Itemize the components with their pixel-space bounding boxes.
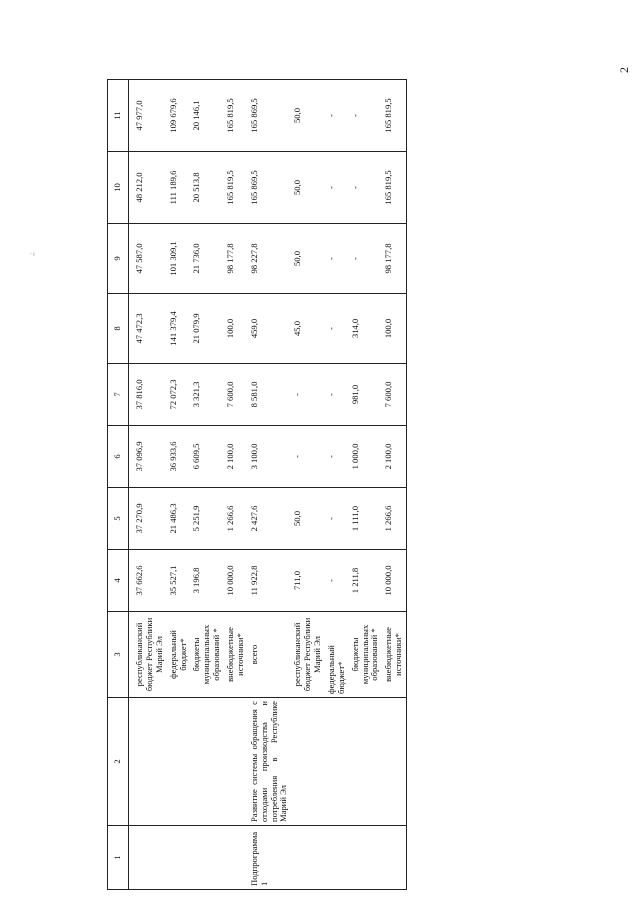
funding-source-cell: бюджеты муниципальных образований * [349,612,383,698]
value-cell: 165 819,5 [382,152,406,224]
table-landscape [107,80,622,890]
value-cell: 165 819,5 [224,80,248,152]
value-cell: 47 472,3 [129,294,167,364]
value-cell: 47 977,0 [129,80,167,152]
value-cell: 20 146,1 [190,80,224,152]
value-cell: 1 111,0 [349,488,383,550]
value-cell: - [349,224,383,294]
column-header: 11 [108,80,129,152]
value-cell: 2 100,0 [382,426,406,488]
value-cell: 1 266,6 [224,488,248,550]
value-cell: - [349,80,383,152]
column-header: 7 [108,364,129,426]
funding-source-cell: внебюджетные источники* [224,612,248,698]
value-cell: 1 211,8 [349,550,383,612]
value-cell: 459,0 [248,294,292,364]
program-name-cell [190,698,224,826]
value-cell: 37 662,6 [129,550,167,612]
value-cell: 100,0 [382,294,406,364]
program-cell [349,826,383,890]
program-cell [382,826,406,890]
program-name-cell [129,698,167,826]
value-cell: - [291,364,325,426]
program-cell [325,826,349,890]
value-cell: 165 869,5 [248,80,292,152]
value-cell: 7 600,0 [382,364,406,426]
column-header: 6 [108,426,129,488]
value-cell: 45,0 [291,294,325,364]
table-row [129,80,167,890]
value-cell: 109 679,6 [167,80,191,152]
value-cell: 20 513,8 [190,152,224,224]
value-cell: 37 096,9 [129,426,167,488]
funding-source-cell: всего [248,612,292,698]
value-cell: 8 581,0 [248,364,292,426]
value-cell: - [325,224,349,294]
subprogram-title: Развитие системы обращения с отходами производства и потребления в Республике Марий Эл [248,698,292,826]
table-row [325,80,349,890]
funding-source-cell: федеральный бюджет* [167,612,191,698]
value-cell: 21 486,3 [167,488,191,550]
value-cell: 72 072,3 [167,364,191,426]
value-cell: - [325,550,349,612]
value-cell: 101 309,1 [167,224,191,294]
value-cell: 37 816,0 [129,364,167,426]
page-number: 2 [617,67,631,73]
value-cell: - [325,80,349,152]
header-row [108,80,129,890]
column-header: 5 [108,488,129,550]
program-name-cell [325,698,349,826]
value-cell: 111 189,6 [167,152,191,224]
value-cell: 3 100,0 [248,426,292,488]
program-name-cell [167,698,191,826]
funding-source-cell: республиканский бюджет Республики Марий Эл [291,612,325,698]
table-row [349,80,383,890]
funding-source-cell: бюджеты муниципальных образований * [190,612,224,698]
program-cell [167,826,191,890]
value-cell: 2 100,0 [224,426,248,488]
value-cell: 21 079,9 [190,294,224,364]
value-cell: 711,0 [291,550,325,612]
funding-source-cell: внебюджетные источники* [382,612,406,698]
table-row [167,80,191,890]
program-cell [224,826,248,890]
program-name-cell [349,698,383,826]
column-header: 8 [108,294,129,364]
value-cell: 50,0 [291,488,325,550]
value-cell: 3 321,3 [190,364,224,426]
value-cell: 3 196,8 [190,550,224,612]
value-cell: 165 819,5 [224,152,248,224]
value-cell: 98 227,8 [248,224,292,294]
value-cell: 35 527,1 [167,550,191,612]
value-cell: 1 266,6 [382,488,406,550]
value-cell: - [325,488,349,550]
value-cell: - [325,294,349,364]
value-cell: 10 000,0 [382,550,406,612]
value-cell: - [349,152,383,224]
value-cell: 141 379,4 [167,294,191,364]
program-name-cell [382,698,406,826]
table-row [291,80,325,890]
funding-source-cell: республиканский бюджет Республики Марий Эл [129,612,167,698]
program-cell [190,826,224,890]
value-cell: 50,0 [291,224,325,294]
value-cell: 48 212,0 [129,152,167,224]
value-cell: 50,0 [291,80,325,152]
value-cell: 98 177,8 [382,224,406,294]
value-cell: 1 000,0 [349,426,383,488]
rotated-table-area [107,80,622,890]
value-cell: 100,0 [224,294,248,364]
value-cell: 165 819,5 [382,80,406,152]
column-header: 1 [108,826,129,890]
value-cell: - [325,426,349,488]
value-cell: 314,0 [349,294,383,364]
value-cell: 7 600,0 [224,364,248,426]
table-row [382,80,406,890]
program-name-cell [224,698,248,826]
subprogram-label: Подпрограмма 1 [248,826,292,890]
value-cell: 6 609,5 [190,426,224,488]
value-cell: - [291,426,325,488]
scan-speck: ,; [27,252,36,256]
column-header: 4 [108,550,129,612]
value-cell: 165 869,5 [248,152,292,224]
value-cell: 10 000,0 [224,550,248,612]
value-cell: - [325,364,349,426]
value-cell: - [325,152,349,224]
value-cell: 2 427,6 [248,488,292,550]
value-cell: 981,0 [349,364,383,426]
value-cell: 11 922,8 [248,550,292,612]
table-row [248,80,292,890]
value-cell: 36 933,6 [167,426,191,488]
value-cell: 98 177,8 [224,224,248,294]
program-cell [129,826,167,890]
table-row [224,80,248,890]
value-cell: 5 251,9 [190,488,224,550]
column-header: 9 [108,224,129,294]
value-cell: 47 587,0 [129,224,167,294]
value-cell: 21 736,0 [190,224,224,294]
table-row [190,80,224,890]
column-header: 3 [108,612,129,698]
column-header: 10 [108,152,129,224]
value-cell: 37 270,9 [129,488,167,550]
column-header: 2 [108,698,129,826]
value-cell: 50,0 [291,152,325,224]
program-name-cell [291,698,325,826]
program-cell [291,826,325,890]
funding-source-cell: федеральный бюджет* [325,612,349,698]
budget-table [107,79,407,890]
